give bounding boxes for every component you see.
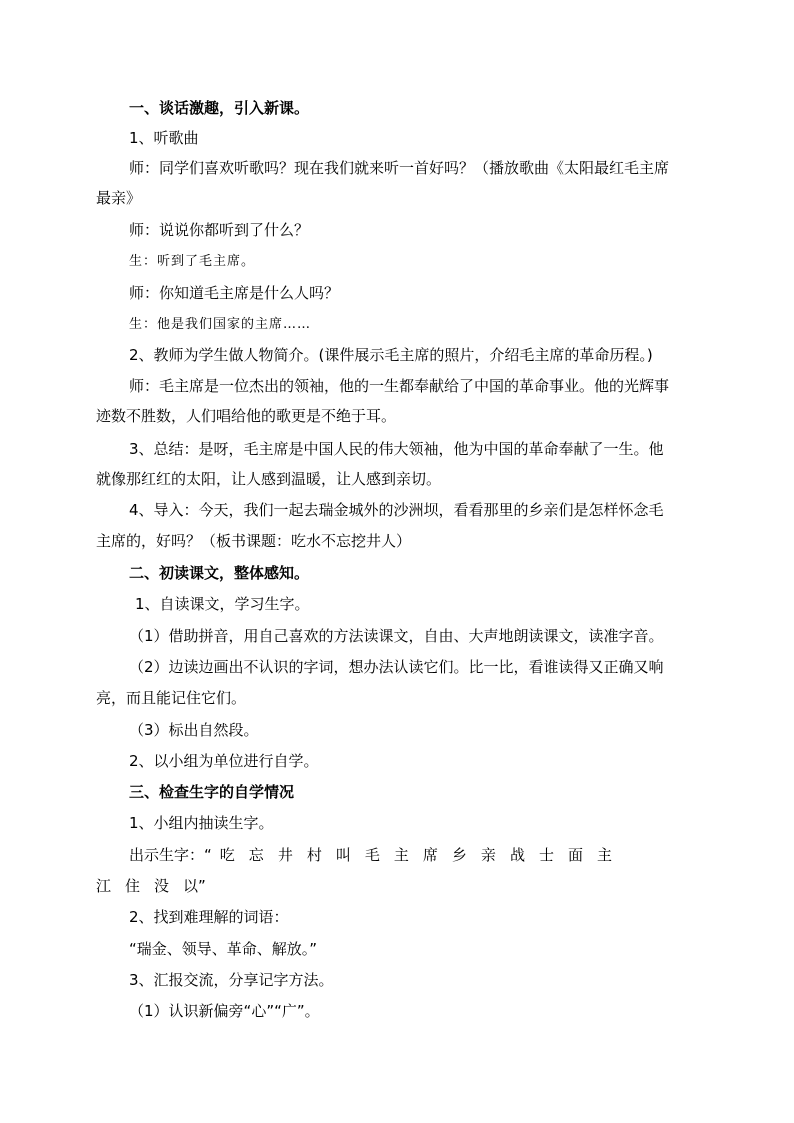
- section-heading-2: 二、初读课文，整体感知。: [129, 564, 310, 582]
- character: 吃: [219, 846, 235, 864]
- paragraph: 就像那红红的太阳，让人感到温暖，让人感到亲切。: [96, 470, 442, 488]
- section-heading-1: 一、谈话激趣，引入新课。: [129, 99, 310, 117]
- student-reply: 生：他是我们国家的主席……: [129, 317, 312, 332]
- paragraph: 师：说说你都听到了什么？: [129, 221, 310, 239]
- paragraph: 亮，而且能记住它们。: [96, 689, 247, 707]
- character: 忘: [248, 846, 264, 864]
- character: 主: [596, 846, 612, 864]
- new-characters-row-2: [96, 876, 220, 896]
- character: 住: [125, 877, 141, 895]
- paragraph: 最亲》: [96, 189, 142, 207]
- paragraph: 师：毛主席是一位杰出的领袖，他的一生都奉献给了中国的革命事业。他的光辉事: [129, 377, 670, 395]
- paragraph: 师：你知道毛主席是什么人吗？: [129, 284, 340, 302]
- character: 战: [509, 846, 525, 864]
- paragraph: 1、小组内抽读生字。: [129, 814, 274, 832]
- paragraph: 2、找到难理解的词语：: [129, 908, 289, 926]
- paragraph: 3、汇报交流，分享记字方法。: [129, 971, 334, 989]
- character: 席: [422, 846, 438, 864]
- character: 毛: [364, 846, 380, 864]
- paragraph: 3、总结：是呀，毛主席是中国人民的伟大领袖，他为中国的革命奉献了一生。他: [129, 440, 664, 458]
- paragraph: 1、听歌曲: [129, 129, 199, 147]
- paragraph: “瑞金、领导、革命、解放。”: [129, 940, 318, 958]
- paragraph: 2、以小组为单位进行自学。: [129, 752, 319, 770]
- character: 乡: [451, 846, 467, 864]
- paragraph: （3）标出自然段。: [129, 721, 259, 739]
- paragraph: （1）认识新偏旁“心”“广”。: [129, 1002, 320, 1020]
- student-reply: 生：听到了毛主席。: [129, 254, 256, 269]
- character: 以”: [183, 877, 206, 895]
- characters-prefix: 出示生字：“: [129, 846, 212, 864]
- paragraph: 4、导入：今天，我们一起去瑞金城外的沙洲坝，看看那里的乡亲们是怎样怀念毛: [129, 501, 664, 519]
- paragraph: （2）边读边画出不认识的字词，想办法认读它们。比一比，看谁读得又正确又响: [129, 658, 664, 676]
- new-characters-row-1: [129, 845, 626, 865]
- character: 村: [306, 846, 322, 864]
- character: 亲: [480, 846, 496, 864]
- paragraph: 2、教师为学生做人物简介。(课件展示毛主席的照片，介绍毛主席的革命历程。): [129, 346, 653, 364]
- paragraph: 1、自读课文，学习生字。: [135, 595, 310, 613]
- character: 士: [538, 846, 554, 864]
- character: 面: [567, 846, 583, 864]
- character: 主: [393, 846, 409, 864]
- character: 没: [154, 877, 170, 895]
- paragraph: 主席的，好吗？（板书课题：吃水不忘挖井人）: [96, 532, 412, 550]
- paragraph: 师：同学们喜欢听歌吗？现在我们就来听一首好吗？（播放歌曲《太阳最红毛主席: [129, 159, 670, 177]
- character: 叫: [335, 846, 351, 864]
- character: 江: [96, 877, 112, 895]
- paragraph: （1）借助拼音，用自己喜欢的方法读课文，自由、大声地朗读课文，读准字音。: [129, 627, 664, 645]
- paragraph: 迹数不胜数，人们唱给他的歌更是不绝于耳。: [96, 407, 397, 425]
- section-heading-3: 三、检查生字的自学情况: [129, 783, 295, 801]
- character: 井: [277, 846, 293, 864]
